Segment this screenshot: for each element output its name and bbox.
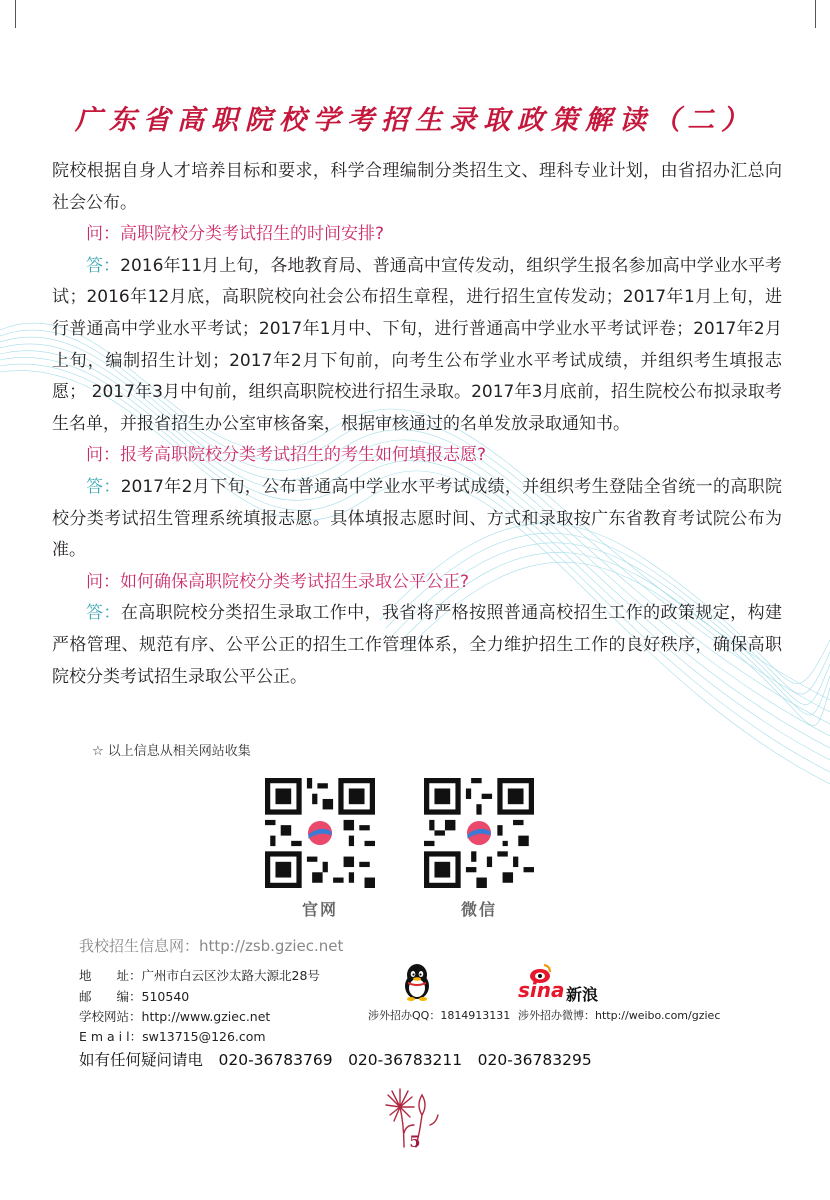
answer-3-label: 答： [86, 603, 121, 624]
website-value: http://www.gziec.net [141, 1009, 271, 1024]
answer-1-label: 答： [86, 255, 121, 276]
answer-3 [52, 598, 782, 693]
sina-logo-text: sina [518, 978, 565, 1002]
phone-line: 如有任何疑问请电 020-36783769 020-36783211 020-36783295 [79, 1051, 592, 1069]
website-row [79, 1007, 270, 1025]
email-value: sw13715@126.com [142, 1029, 266, 1044]
wechat-qr-code [424, 778, 534, 888]
qq-contact-text: 涉外招办QQ：1814913131 [368, 1009, 511, 1022]
question-1: 问：高职院校分类考试招生的时间安排? [86, 224, 385, 245]
answer-2-text: 2017年2月下旬，公布普通高中学业水平考试成绩，并组织考生登陆全省统一的高职院校分类考试招生管理系统填报志愿。具体填报志愿时间、方式和录取按广东省教育考试院公布为准。 [52, 476, 783, 561]
email-row [79, 1027, 266, 1045]
postcode-label: 邮 编： [79, 989, 142, 1004]
address-label: 地 址： [79, 968, 142, 983]
address-value: 广州市白云区沙太路大源北28号 [141, 968, 320, 983]
article-body [52, 156, 782, 693]
sina-logo-cn: 新浪 [566, 985, 599, 1004]
page-number: 5 [409, 1132, 421, 1151]
address-row [79, 966, 320, 984]
intro-paragraph: 院校根据自身人才培养目标和要求，科学合理编制分类招生文、理科专业计划，由省招办汇总向社会公布。 [52, 161, 782, 213]
question-2: 问：报考高职院校分类考试招生的考生如何填报志愿? [86, 445, 487, 466]
source-note: ☆ 以上信息从相关网站收集 [92, 744, 251, 759]
sina-weibo-logo [518, 962, 613, 1002]
answer-3-text: 在高职院校分类招生录取工作中，我省将严格按照普通高校招生工作的政策规定，构建严格管理、规范有序、公平公正的招生工作管理体系，全力维护招生工作的良好秩序，确保高职院校分类考试招生录取公平公正。 [52, 603, 783, 687]
answer-2-label: 答： [86, 476, 121, 497]
wechat-qr-caption: 微信 [460, 900, 497, 919]
postcode-row [79, 987, 189, 1005]
answer-1-text: 2016年11月上旬，各地教育局、普通高中宣传发动，组织学生报名参加高中学业水平考试；2016年12月底，高职院校向社会公布招生章程，进行招生宣传发动；2017年1月上旬，进行普通高中学业水平考试；2017年1月中、下旬，进行普通高中学业水平考试评卷；2017年2月上旬，编制招生计划；2017年2月下旬前，向考生公布学业水平考试成绩，并组织考生填报志愿； 2017年3月中旬前，组织高职院校进行招生录取。2017年3月底前，招生院校公布拟录取考生名单，并报省招生办公室审核备案，根据审核通过的名单发放录取通知书。 [52, 255, 783, 434]
website-qr-caption: 官网 [301, 900, 338, 919]
answer-1 [52, 251, 782, 441]
website-qr-code [265, 778, 375, 888]
question-3: 问：如何确保高职院校分类考试招生录取公平公正? [86, 571, 470, 592]
qq-penguin-icon [397, 962, 437, 1002]
postcode-value: 510540 [141, 989, 190, 1004]
answer-2 [52, 472, 782, 567]
page-title: 广东省高职院校学考招生录取政策解读（二） [75, 105, 755, 136]
admission-site-line: 我校招生信息网：http://zsb.gziec.net [79, 937, 344, 955]
weibo-contact-text: 涉外招办微博：http://weibo.com/gziec [518, 1009, 721, 1022]
email-label: E m a i l： [79, 1029, 143, 1044]
website-label: 学校网站： [79, 1009, 142, 1024]
